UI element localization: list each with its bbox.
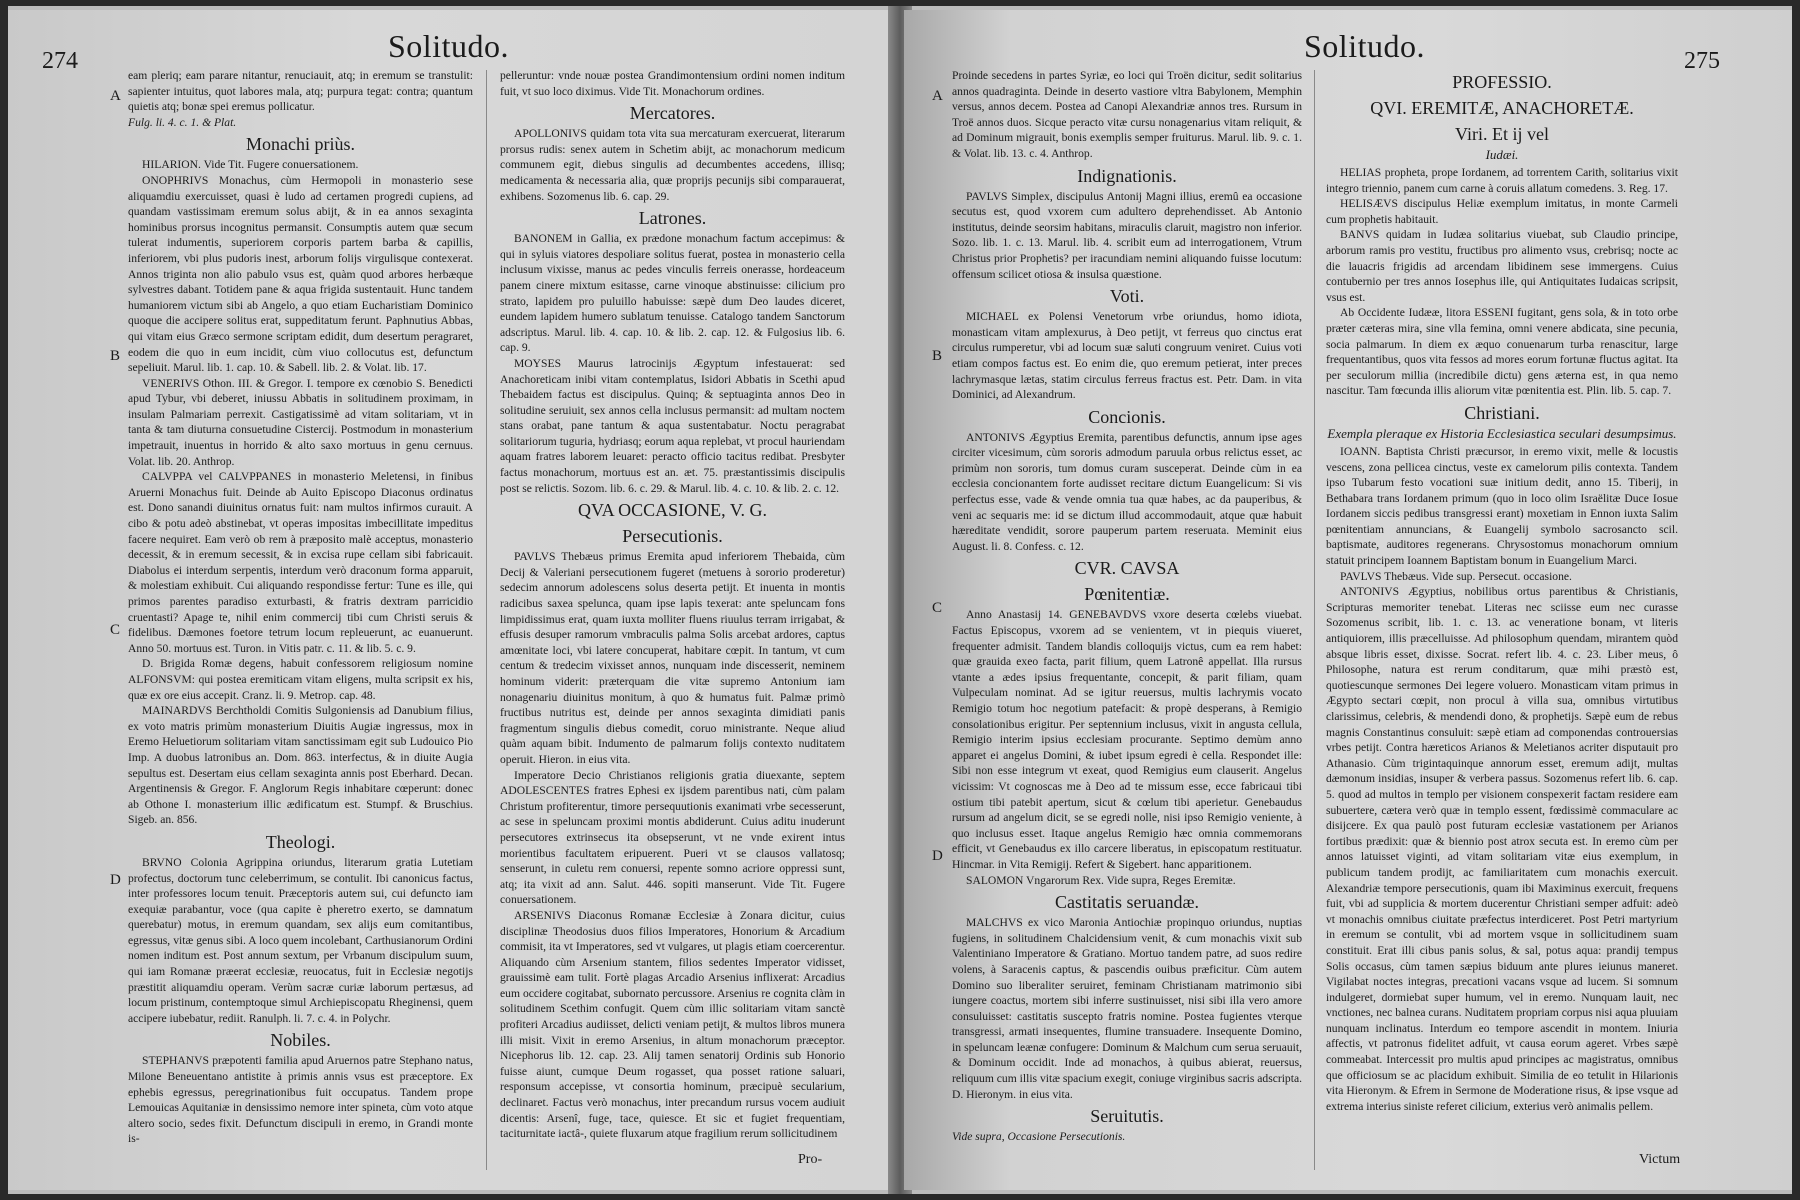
paragraph: ONOPHRIVS Monachus, cùm Hermopoli in monasterio sese aliquamdiu exercuisset, quasi è ludo ad certamen progredi cupiens, ad quandam vastissimam eremum solus abijt, & in ea annos sexaginta hominibus prorsus incognitus permansit. Consumptis autem quæ secum tulerat indumentis, superiorem corporis partem barba & capillis, inferiorem, vbi plus pudoris inest, arborum folijs virgulisque contexerat. Annos triginta non alio pabulo vsus est, quàm quod arbores herbæque sylvestres dabant. Totidem pane & aqua frigida sustentauit. Hunc tandem humaniorem victum sibi ab Angelo, a quo etiam Eucharistiam Dominico quoque die accipere solitus erat, suppeditatum ferunt. Paphnutius Abbas, qui vitam eius Græco sermone scriptam edidit, dum desertum peragraret, eodem die quo in eum incidit, cùm viuo collocutus est, defunctum sepeliuit. Marul. lib. 1. cap. 10. & Sabell. lib. 2. & Volat. lib. 17. xyxy=(128,173,473,375)
margin-letter-d: D xyxy=(110,872,121,888)
margin-letter-a: A xyxy=(932,88,943,104)
paragraph: HILARION. Vide Tit. Fugere conuersationem. xyxy=(142,158,359,172)
column-rule xyxy=(1314,70,1315,1170)
section-heading: Seruitutis. xyxy=(1090,1106,1164,1127)
section-heading: Nobiles. xyxy=(270,1030,331,1051)
section-heading: Voti. xyxy=(1109,286,1145,307)
section-heading: CVR. CAVSA xyxy=(1074,558,1180,579)
section-heading: QVI. EREMITÆ, ANACHORETÆ. xyxy=(1370,98,1634,118)
section-heading: Castitatis seruandæ. xyxy=(1055,892,1199,913)
paragraph: Anno Anastasij 14. GENEBAVDVS vxore deserta cœlebs viuebat. Factus Episcopus, vxorem ad se venientem, vt in piequis viueret, frequenter admisit. Tandem blandis colloquijs victus, cum ea rem habet: quæ grauida exeo facta, parit filium, quem Latronê appellat. Illa rursus vtante a ædes ipsius frequentante, concepit, & parit filiam, quam Vulpeculam nominat. Ad se igitur reuersus, multis lachrymis vocato Remigio totum hoc negotium patefacit: & propè desperans, à Remigio consolationibus erigitur. Per septennium inclusus, vixit in angusta cellula, Remigio interim ipsius ecclesiam procurante. Septimo demùm anno apparet ei angelus Domini, & iubet ipsum egredi è cella. Respondet ille: Sibi non esse integrum vt exeat, quod Remigius eum clauserit. Angelus vicissim: Vt cognoscas me à Deo ad te missum esse, ecce fabricaui tibi ostium tibi patebit apertum, sicut & cœlum tibi aperietur. Genebaudus rursum ad angelum dicit, se se egredi nolle, nisi ipso Remigio veniente, à quo inclusus esset. Itaque angelus Remigio hæc omnia commemorans efficit, vt Genebaudus ex illo carcere liberatus, in episcopatum restituatur. Hincmar. in Vita Remigij. Refert & Sigebert. hanc apparitionem. xyxy=(952,608,1302,871)
section-heading: PROFESSIO. xyxy=(1452,72,1552,92)
paragraph: Ab Occidente Iudææ, litora ESSENI fugitant, gens sola, & in toto orbe præter cæteras mira, sine vlla femina, omni venere abdicata, sine pecunia, socia palmarum. In diem ex æquo conuenarum turba renascitur, large frequentantibus, quos vita fessos ad mores eorum fortunæ fluctus agitat. Ita per seculorum millia (incredibile dictu) gens æterna est, in qua nemo nascitur. Tam fœcunda illis aliorum vitæ pœnitentia est. Plin. lib. 5. cap. 7. xyxy=(1326,306,1678,398)
paragraph: MOYSES Maurus latrocinijs Ægyptum infestauerat: sed Anachoreticam inibi vitam contemplatus, Isidori Abbatis in Scethi apud Thebaidem factus est discipulus. Quinq; & septuaginta annos Deo in solitudine seruiuit, sex annos cella inclusus permansit: ad multam noctem stans orabat, pane tantum & aqua sustentabatur. Noctu peragrabat solitariorum tuguria, hydriasq; eorum aqua replebat, vt procul hauriendam aquam fratres laborem leuaret: peracto officio tacitus redibat. Presbyter factus monachorum, mortuus est an. æt. 75. præstantissimis discipulis post se relictis. Sozom. lib. 6. c. 29. & Marul. lib. 4. c. 10. & lib. 2. c. 12. xyxy=(500,356,845,495)
section-heading: Mercatores. xyxy=(629,103,716,124)
paragraph: Imperatore Decio Christianos religionis gratia diuexante, septem ADOLESCENTES fratres Ephesi ex ijsdem parentibus nati, cùm palam Christum profiterentur, timore persequutionis exanimati vrbe secesserunt, ac sese in speluncam proximi montis abdiderunt. Cuius aditu inuderunt persecutores extrinsecus ita obsepserunt, vt ne vnde exirent intus morientibus facultatem eripuerent. Pueri vt se clausos vallatosq; senserunt, in culetu rem conuersi, repente somno acriore oppressi sunt, atq; ita vixit ad ann. Salut. 446. sopiti manserunt. Vide Tit. Fugere conuersationem. xyxy=(500,768,845,907)
paragraph: MICHAEL ex Polensi Venetorum vrbe oriundus, homo idiota, monasticam vitam amplexurus, à Deo petijt, vt ferreus quo cinctus erat circulus rumperetur, vbi ad locum suæ saluti congruum veniret. Cuius voti etiam compos factus est. Eo enim die, quo eremum petierat, inter preces lachrymasque lætas, statim circulus ferreus fractus est. Petr. Dam. in vita Dominici, ad Alexandrum. xyxy=(952,310,1302,402)
section-heading: Latrones. xyxy=(638,208,707,229)
paragraph: MAINARDVS Berchtholdi Comitis Sulgoniensis ad Danubium filius, ex voto matris primùm monasterium Diuitis Augiæ ingressus, mox in Eremo Heluetiorum solitariam vitam sanctissimam egit sub Ludouico Pio Imp. A duobus latronibus an. Dom. 863. interfectus, & in diuite Augia sepultus est. Desertam eius cellam sexaginta annis post Eberhard. Decan. Argentinensis & Gregor. F. Anglorum Regis inhabitare cœperunt: donec ab Othone I. monasterium illic ædificatum est. Stumpf. & Bruschius. Sigeb. an. 856. xyxy=(128,704,473,827)
catchword: Pro- xyxy=(798,1152,823,1167)
margin-letter-b: B xyxy=(110,348,121,364)
paragraph: HELIAS propheta, prope Iordanem, ad torrentem Carith, solitarius vixit integro triennio, panem cum carne à coruis allatum comedens. 3. Reg. 17. xyxy=(1326,166,1678,195)
left-page xyxy=(8,10,896,1190)
margin-letter-a: A xyxy=(110,88,121,104)
margin-letter-d: D xyxy=(932,848,943,864)
section-heading: Indignationis. xyxy=(1077,165,1177,186)
page-number: 275 xyxy=(1684,48,1720,74)
section-heading: Pœnitentiæ. xyxy=(1084,584,1170,605)
paragraph: IOANN. Baptista Christi præcursor, in eremo vixit, melle & locustis vescens, zona pellicea cinctus, veste ex camelorum pilis contexta. Tandem ipso Tubarum festo vocationi suæ initium dedit, anno 15. Tiberij, in Bethabara trans Iordanem primum (quo in loco olim Israëlitæ Duce Iosue Iordanem siccis pedibus transgressi erant) moxetiam in Ennon iuxta Salim pœnitentiam annuncians, & Euangelij symbolo sacrosancto scil. baptismate, auditores regenerans. Chrysostomus monachorum omnium statuit principem Ioannem Baptistam bonum in Euangelium Marci. xyxy=(1326,444,1678,568)
paragraph: pelleruntur: vnde nouæ postea Grandimontensium ordini nomen inditum fuit, vt suo loco diximus. Vide Tit. Monachorum ordines. xyxy=(500,69,845,98)
section-subheading: Iudæi. xyxy=(1485,147,1519,162)
section-heading: Monachi priùs. xyxy=(246,134,355,155)
paragraph: VENERIVS Othon. III. & Gregor. I. tempore ex cœnobio S. Benedicti apud Tybur, vbi deberet, iniussu Abbatis in solitudinem proximam, in insulam Palmariam perrexit. Castigatissimè ad vitam solitariam, vt in tanta & tam diuturna consuetudine Cistercij. Postmodum in monasterium impetrauit, inuentus in horrido & alto saxo mortuus in genu cernuus. Volat. lib. 20. Anthrop. xyxy=(128,376,473,468)
paragraph: ANTONIVS Ægyptius, nobilibus ortus parentibus & Christianis, Scripturas memoriter tenebat. Literas nec sciisse eum nec curasse Sozomenus scribit, lib. 1. c. 13. ac veneratione bonam, vt literis antiquiorem, illis præcelluisse. Ad philosophum quendam, mirantem quòd absque libris esset, dixisse. Socrat. refert lib. 4. c. 23. Liber meus, ô Philosophe, natura est rerum conditarum, quæ mihi præstò est, quotiescunque sermones Dei legere voluero. Monasticam vitam primus in Ægypto sectari cœpit, non procul à villa sua, omnibus virtutibus clarissimus, celebris, & mendendi dono, & prophetijs. Sæpè eum de rebus magnis Constantinus consuluit: sæpè etiam ad componendas controuersias vrbes petijt. Contra hæreticos Arianos & Meletianos acriter disputauit pro Athanasio. Cùm trigintaquinque annorum esset, eremum adijt, multas dæmonum insidias, insuper & verbera passus. Sozomenus refert lib. 6. cap. 5. quod ad multos in templo per visionem conspexerit factam residere eam subuertere, cætera verò quæ in templo essent, fœdissimè commaculare ac disijcere. Ex qua paulò post futuram ecclesiæ vastationem per Arianos fortibus prædixit: quæ & biennio post atrox secuta est. In eremo cùm per annos latuisset viginti, ad vitam solitariam vitæ eius exemplum, in publicum tandem prodijt, ac familiaritatem cum monachis exercuit. Alexandriæ tempore persecutionis, quam ibi Maximinus exercuit, frequens fuit, vbi ad supplicia & mortem ducerentur Christiani semper adfuit: adeò vt monachis omnibus ciuitate præfectus interdiceret. Post Petri martyrium in eremum se contulit, vbi ad mortem vsque in sollicitudinem suam constituit. Erat illi cibus panis solus, & sal, potus aqua: prandij tempus Solis occasus, cùm tamen sæpius biduum ante plures ieiunus maneret. Vigilabat noctes integras, precationi vacans vsque ad lucem. Si somnum indulgeret, dormiebat super humum, vel in eremo. Nunquam lauit, nec vnctiones, nec balnea curans. Nuditatem propriam corpus nisi aqua pluuiam nunquam inclinatus. Interdum eo tempore ascendit in montem. Iniuria affectis, vt patronus fidelitet adfuit, vt causa eorum ageret. Vrbes sæpè commeabat. Intercessit pro multis apud principes ac magistratus, omnibus que officiosum se ac placidum exhibuit. Similia de eo tetulit in Hilarionis vita Hieronym. & Efrem in Sermone de Moderatione risus, & ipse vsque ad extrema interius siniste referet cilicium, exterius verò animalis pellem. xyxy=(1326,585,1678,1113)
paragraph: BANVS quidam in Iudæa solitarius viuebat, sub Claudio principe, arborum ramis pro vestitu, fructibus pro alimento vsus, crebrisq; nocte ac die lauacris frigidis ad arcendam libidinem sese immergens. Cuius contubernio per tres annos Iosephus ille, qui Antiquitates Iudaicas scripsit, vsus est. xyxy=(1326,228,1678,304)
book-spread xyxy=(8,6,1792,1194)
paragraph: BRVNO Colonia Agrippina oriundus, literarum gratia Lutetiam profectus, doctorum tunc celeberrimum, se contulit. Ibi canonicus factus, inter professores locum tenuit. Præceptoris autem sui, cui defuncto iam exequiæ parabantur, voce (qua capite è pheretro exerto, se damnatum querebatur) motus, in eremum quandam, sex alijs eum comitantibus, egressus, vitæ genus sibi. A loco quem incolebant, Carthusianorum Ordini nomen inditum est. Post annum sextum, per Vrbanum discipulum suum, qui iam Romanæ præerat ecclesiæ, reuocatus, fuit in Ecclesiæ negotijs præstitit aliquamdiu operam. Verùm sacræ curiæ laborum pertæsus, ad locum pristinum, contemptoque simul Archiepiscopatu Rheginensi, quem accipere iubebatur, rediit. Ranulph. li. 7. c. 4. in Polychr. xyxy=(128,855,473,1025)
paragraph: eam pleriq; eam parare nitantur, renuciauit, atq; in eremum se transtulit: sapienter intuitus, quot labores mala, atq; purpura tegat: contra; quantum quietis atq; bonæ spei eremus pollicatur. xyxy=(128,69,473,114)
paragraph: PAVLVS Simplex, discipulus Antonij Magni illius, eremû ea occasione secutus est, quod vxorem cum adultero deprehendisset. Ab Antonio institutus, deinde seorsim habitans, miraculis claruit, magistro non inferior. Sozo. lib. 1. c. 13. Marul. lib. 4. scribit eum ad interrogationem, Vtrum Christus prior Prophetis? per iracundiam nemini aliquando fuisse locutum: offensum scilicet otiosa & insulsa quæstione. xyxy=(952,189,1302,281)
paragraph: BANONEM in Gallia, ex prædone monachum factum accepimus: & qui in syluis viatores despoliare solitus fuerat, postea in monasterio cella inclusum vixisse, manus ac pedes vinculis ferreis onerasse, hordeaceum panem cinere mixtum esitasse, carne vinoque abstinuisse: cilicium pro strato, lapidem pro puluillo habuisse: sæpè dum Deo laudes diceret, eundem lapidem humero sublatum tenuisse. Catalogo tandem Sanctorum adscriptus. Marul. lib. 4. cap. 10. & lib. 2. cap. 12. & Fulgosius lib. 6. cap. 9. xyxy=(500,232,845,355)
section-subheading: Exempla pleraque ex Historia Ecclesiastica seculari desumpsimus. xyxy=(1327,425,1677,441)
paragraph: Vide supra, Occasione Persecutionis. xyxy=(952,1130,1126,1144)
paragraph: STEPHANVS præpotenti familia apud Aruernos patre Stephano natus, Milone Beneuentano antistite à primis annis vsus est præceptore. Ex ephebis egressus, peregrinationibus fuit occupatus. Tandem prope Lemouicas Aquitaniæ in densissimo nemore inter spineta, cùm voto atque altero socio, sedes fixit. Defunctum discipuli in eremo, in Grandi monte is- xyxy=(128,1054,473,1146)
right-page xyxy=(904,10,1792,1190)
section-heading: QVA OCCASIONE, V. G. xyxy=(577,500,768,521)
running-head: Solitudo. xyxy=(1304,28,1425,64)
paragraph: APOLLONIVS quidam tota vita sua mercaturam exercuerat, literarum prorsus rudis: senex autem in Schetim abijt, ac monachorum medicum communem egit, diebus singulis ad decumbentes accedens, illisq; medicamenta & necessaria alia, quæ proprijs pecunijs sibi comparauerat, exhibens. Sozomenus lib. 6. cap. 29. xyxy=(500,127,845,203)
page-number: 274 xyxy=(42,48,78,74)
running-head: Solitudo. xyxy=(388,28,509,64)
section-heading: Theologi. xyxy=(265,831,336,852)
section-heading: Persecutionis. xyxy=(622,526,723,547)
paragraph: ARSENIVS Diaconus Romanæ Ecclesiæ à Zonara dicitur, cuius disciplinæ Theodosius duos filios Imperatores, Honorium & Arcadium commisit, ita vt Imperatores, sed vt vulgares, ut plagis etiam coercerentur. Aliquando cùm Arsenium stantem, filios sedentes Imperator vidisset, grauissimè eam tulit. Fortè plagas Arcadio Arsenius inflixerat: Arcadius eum occidere cogitabat, subornato percussore. Arsenius re cognita clàm in solitudinem Scethim confugit. Quem cùm illic solitariam vitam sanctè profiteri Arcadius audiisset, delicti veniam petijt, & multos libros munera illi misit. Vixit in eremo Arsenius, in altum monachorum præceptor. Nicephorus lib. 12. cap. 23. Alij tamen senatorij Ordinis sub Honorio fuisse aiunt, cumque Deum rogasset, qua posset ratione saluari, responsum accepisse, vt consortia hominum, præcipuè secularium, declinaret. Factus verò monachus, inter precandum rursus vocem audiuit dicentis: Arsenî, fuge, tace, quiesce. Et sic et fugiet frequentiam, taciturnitate iactâ-, quiete fluxarum atque fragilium rerum sollicitudinem xyxy=(500,908,845,1141)
margin-letter-b: B xyxy=(932,348,943,364)
paragraph: Proinde secedens in partes Syriæ, eo loci qui Troën dicitur, sedit solitarius annos quadraginta. Deinde in deserto vastiore vltra Babylonem, Memphin versus, annos decem. Postea ad Canopi Alexandriæ annos tres. Rursum in Troë annos duos. Sicque peracto vitæ cursu nonagenarius vitam reliquit, & ad Dominum migrauit, bonis exemplis semper fruiturus. Marul. lib. 9. c. 1. & Volat. lib. 13. c. 4. Anthrop. xyxy=(952,69,1302,160)
right-column-1 xyxy=(952,68,1302,1145)
left-column-2 xyxy=(500,68,845,1142)
paragraph: D. Brigida Romæ degens, habuit confessorem religiosum nomine ALFONSVM: qui postea eremiticam vitam eligens, multa scripsit ex his, quæ ex ore eius accepit. Cranz. li. 9. Metrop. cap. 48. xyxy=(128,657,473,702)
paragraph: SALOMON Vngarorum Rex. Vide supra, Reges Eremitæ. xyxy=(966,873,1236,887)
margin-letter-c: C xyxy=(932,600,943,616)
paragraph: HELISÆVS discipulus Heliæ exemplum imitatus, in monte Carmeli cum prophetis habitauit. xyxy=(1326,197,1678,226)
margin-letter-c: C xyxy=(110,622,121,638)
column-rule xyxy=(486,70,487,1170)
paragraph: ANTONIVS Ægyptius Eremita, parentibus defunctis, annum ipse ages circiter vicesimum, cùm sororis admodum paruula orbus relictus esset, ac primùm non sororis, tum domus curam susceperat. Deinde cùm in ea ecclesia concionantem forte audisset recitare dictum Euangelicum: Si vis perfectus esse, vade & vende omnia tua quæ habes, ac da pauperibus, & veni ac sequaris me: id se dictum illud accommodauit, atque quæ habuit hæreditate vendidit, sorore pauperum partem reseruata. Meminit eius August. li. 8. Confess. c. 12. xyxy=(952,430,1302,553)
section-heading: Concionis. xyxy=(1088,406,1166,427)
right-column-2 xyxy=(1326,68,1678,1114)
left-column-1 xyxy=(128,68,473,1147)
section-heading: Christiani. xyxy=(1464,402,1540,423)
section-heading: Viri. Et ij vel xyxy=(1455,124,1549,144)
paragraph: MALCHVS ex vico Maronia Antiochiæ propinquo oriundus, nuptias fugiens, in solitudinem Chalcidensium venit, & cum monachis vixit sub Valentiniano Imperatore & Gratiano. Mortuo tandem patre, ad suos redire volens, à Saracenis captus, & pascendis ouibus præficitur. Cùm autem Domino suo liberaliter seruiret, feminam Christianam matrimonio sibi iungere coactus, mortem sibi inferre sustinuisset, nisi sibi illa vero amore consuluisset: castitatis suscepto fratris nomine. Postea fugientes vterque transgressi, armati insequentes, flumine transuadere. Insequente Domino, in speluncam leænæ confugere: Dominum & Malchum cum serua seruauit, & Dominum occidit. Inde ad monachos, à quibus abierat, reuersus, reliquum cum illis vitæ spacium exegit, coniuge virginibus sacris adscripta. D. Hieronym. in eius vita. xyxy=(952,916,1302,1101)
paragraph: CALVPPA vel CALVPPANES in monasterio Meletensi, in finibus Aruerni Monachus fuit. Deinde ab Auito Episcopo Diaconus ordinatus est. Dono sanandi diuinitus ornatus fuit: nam multos infirmos curauit. A cibo & potu adeò abstinebat, vt operas impositas imbecillitate impeditus facere nequiret. Eam verò ob rem à præposito malè acceptus, monasterio decessit, & in eremum secessit, & in excisa rupe cellam sibi fabricauit. Diabolus ei interdum serpentis, interdum verò draconum forma apparuit, & molestiam exhibuit. Cui aliquando respondisse fertur: Tune es ille, qui primos parentes paradiso exturbasti, & fratris dextram parricidio cruentasti? Apage te, nihil enim commercij tibi cum Christi seruis & fidelibus. Dæmones foetore tetrum locum repleuerunt, ac euanuerunt. Anno 50. mortuus est. Turon. in Vitis patr. c. 11. & lib. 5. c. 9. xyxy=(128,470,473,655)
paragraph: PAVLVS Thebæus. Vide sup. Persecut. occasione. xyxy=(1340,569,1572,583)
paragraph: Fulg. li. 4. c. 1. & Plat. xyxy=(128,115,237,129)
paragraph: PAVLVS Thebæus primus Eremita apud inferiorem Thebaida, cùm Decij & Valeriani persecutionem fugeret (metuens à sororio proderetur) sedecim annorum adolescens solus deserta petijt. Et inuenta in montis radicibus saxea spelunca, quam ipse lapis texerat: ante speluncam fons limpidissimus erat, quam iuxta molliter fluens riuulus terram irrigabat, & effusis desuper ramorum vmbraculis palma Solis arcebat ardores, captus amœnitate loci, vbi latere concuperat, habitare cœpit. In tantum, vt cum centum & tredecim vixisset annos, nunquam inde discesserit, neminem hominum viderit: præterquam die vitæ supremo Antonium iam nonagenariu diuinitus monitum, à quo & humatus fuit. Palmæ primò fructibus nutritus est, deinde per annos sexaginta dimidiati panis fragmentum singulis diebus comedit, coruo ministrante. Neque aliud quàm aquam bibit. Indumento de palmarum folijs contexto nuditatem operuit. Hieron. in eius vita. xyxy=(500,550,845,766)
catchword: Victum xyxy=(1639,1152,1681,1167)
